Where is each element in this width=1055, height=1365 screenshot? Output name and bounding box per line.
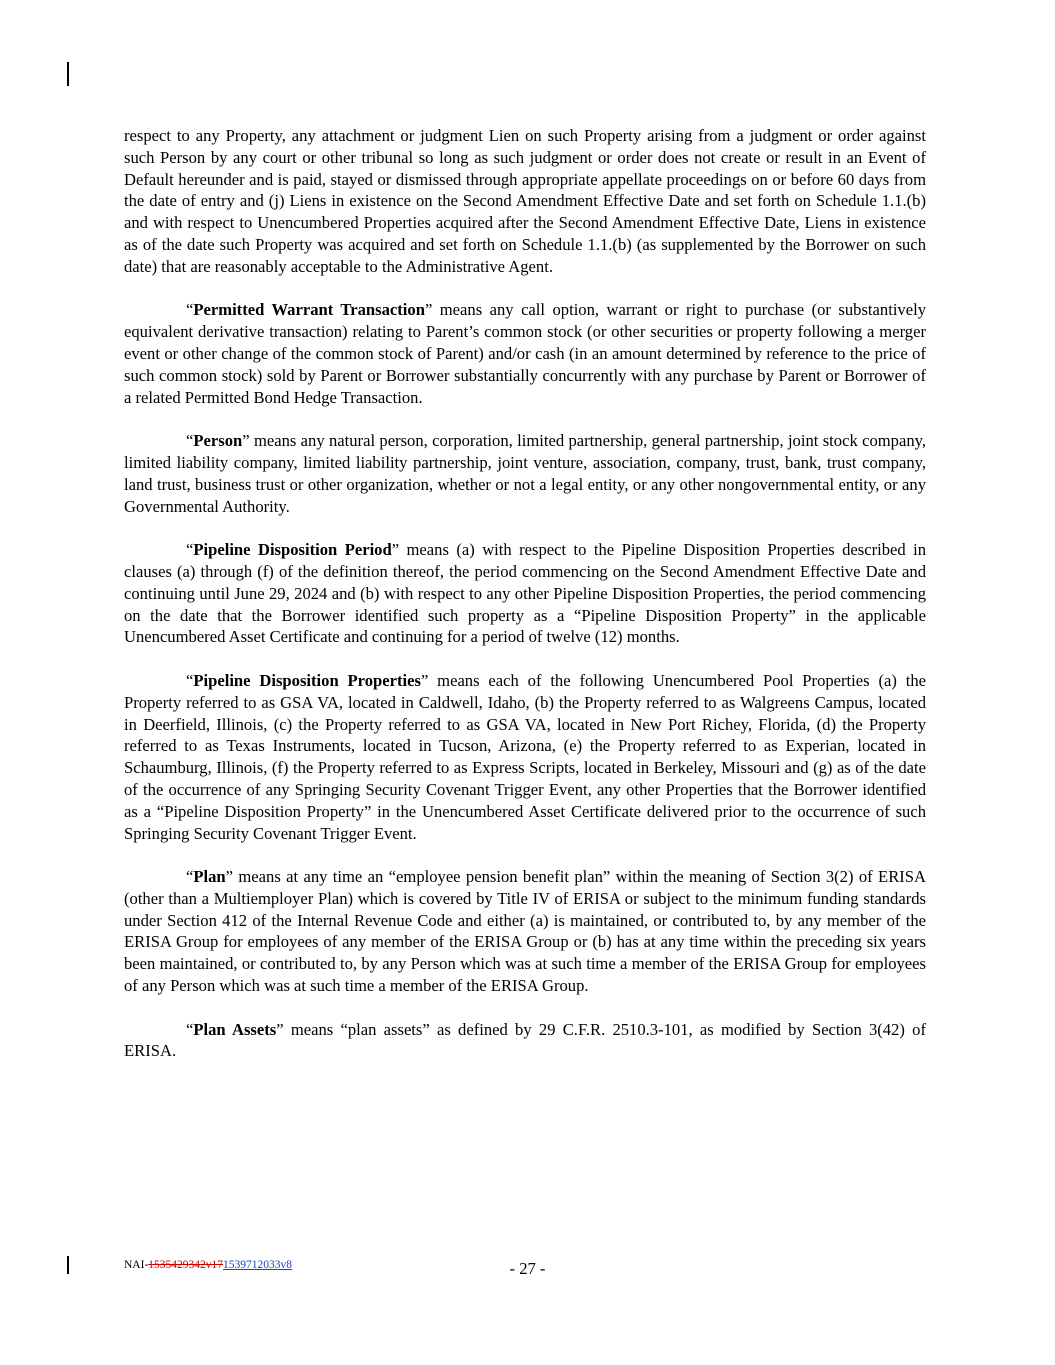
open-quote: “ xyxy=(186,670,194,690)
doc-id-prefix: NAI- xyxy=(124,1259,149,1271)
definition-text: ” means any natural person, corporation, limited partnership, general partnership, joint stock company, limited liability company, limited liability partnership, joint venture, association, company, trust, bank, trust company, land trust, business trust or other organization, whether or not a legal entity, or any other nongovernmental entity, or any Governmental Authority. xyxy=(124,431,926,516)
defined-term: Plan xyxy=(193,867,226,887)
definition-person xyxy=(124,430,926,517)
open-quote: “ xyxy=(186,540,194,560)
definition-text: ” means “plan assets” as defined by 29 C.F.R. 2510.3-101, as modified by Section 3(42) of ERISA. xyxy=(124,1019,926,1061)
defined-term: Permitted Warrant Transaction xyxy=(193,300,425,320)
definition-pipeline-disposition-properties xyxy=(124,670,926,844)
definition-text: ” means any call option, warrant or right to purchase (or substantively equivalent derivative transaction) relating to Parent’s common stock (or other securities or property following a merger event or other change of the common stock of Parent) and/or cash (in an amount determined by reference to the price of such common stock) sold by Parent or Borrower substantially concurrently with any purchase by Parent or Borrower of a related Permitted Bond Hedge Transaction. xyxy=(124,300,926,407)
open-quote: “ xyxy=(186,867,194,887)
definition-permitted-warrant-transaction xyxy=(124,299,926,408)
definition-plan-assets xyxy=(124,1019,926,1063)
change-bar-top xyxy=(67,62,69,86)
definition-plan xyxy=(124,866,926,997)
definition-text: ” means at any time an “employee pension benefit plan” within the meaning of Section 3(2) of ERISA (other than a Multiemployer Plan) which is covered by Title IV of ERISA or subject to the minimum funding standards under Section 412 of the Internal Revenue Code and either (a) is maintained, or contributed to, by any member of the ERISA Group for employees of any member of the ERISA Group or (b) has at any time within the preceding six years been maintained, or contributed to, by any Person which was at such time a member of the ERISA Group for employees of any Person which was at such time a member of the ERISA Group. xyxy=(124,867,926,996)
page-number: - 27 - xyxy=(509,1259,546,1278)
defined-term: Pipeline Disposition Properties xyxy=(193,670,421,690)
open-quote: “ xyxy=(186,431,194,451)
open-quote: “ xyxy=(186,1019,194,1039)
definition-pipeline-disposition-period xyxy=(124,539,926,648)
document-body xyxy=(124,125,926,1084)
paragraph-continuation xyxy=(124,125,926,278)
defined-term: Plan Assets xyxy=(193,1019,277,1039)
doc-id-inserted: 1539712033v8 xyxy=(223,1259,293,1271)
paragraph-text: respect to any Property, any attachment or judgment Lien on such Property arising from a judgment or order against such Person by any court or other tribunal so long as such judgment or order does not create or result in an Event of Default hereunder and is paid, stayed or dismissed through appropriate appellate proceedings on or before 60 days from the date of entry and (j) Liens in existence on the Second Amendment Effective Date and set forth on Schedule 1.1.(b) and with respect to Unencumbered Properties acquired after the Second Amendment Effective Date, Liens in existence as of the date such Property was acquired and set forth on Schedule 1.1.(b) (as supplemented by the Borrower on such date) that are reasonably acceptable to the Administrative Agent. xyxy=(124,126,926,276)
doc-id-deleted: 1535429342v17 xyxy=(148,1259,224,1271)
open-quote: “ xyxy=(186,300,194,320)
defined-term: Pipeline Disposition Period xyxy=(193,540,392,560)
defined-term: Person xyxy=(193,431,243,451)
definition-text: ” means (a) with respect to the Pipeline Disposition Properties described in clauses (a) through (f) of the definition thereof, the period commencing on the Second Amendment Effective Date and continuing until June 29, 2024 and (b) with respect to any other Pipeline Disposition Properties, the period commencing on the date that the Borrower identified such property as a “Pipeline Disposition Property” in the applicable Unencumbered Asset Certificate and continuing for a period of twelve (12) months. xyxy=(124,540,927,647)
definition-text: ” means each of the following Unencumbered Pool Properties (a) the Property referred to as GSA VA, located in Caldwell, Idaho, (b) the Property referred to as Walgreens Campus, located in Deerfield, Illinois, (c) the Property referred to as GSA VA, located in New Port Richey, Florida, (d) the Property referred to as Texas Instruments, located in Tucson, Arizona, (e) the Property referred to as Experian, located in Schaumburg, Illinois, (f) the Property referred to as Express Scripts, located in Berkeley, Missouri and (g) as of the date of the occurrence of any Springing Security Covenant Trigger Event, any other Properties that the Borrower identified as a “Pipeline Disposition Property” in the Unencumbered Asset Certificate delivered prior to the occurrence of such Springing Security Covenant Trigger Event. xyxy=(124,670,926,843)
